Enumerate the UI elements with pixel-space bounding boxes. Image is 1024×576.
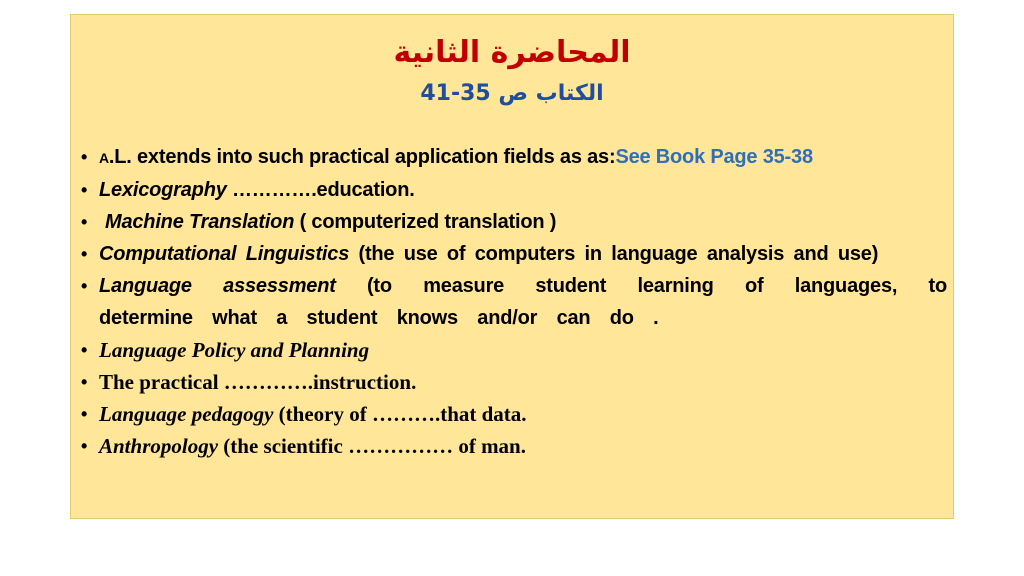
list-item bbox=[85, 238, 947, 270]
bullet-text: (the use of computers in language analysis and use) bbox=[349, 243, 879, 265]
book-reference bbox=[71, 81, 953, 106]
book-label: الكتاب ص bbox=[498, 81, 604, 106]
bullet-text: (theory of ……….that data. bbox=[273, 402, 527, 426]
list-item bbox=[85, 334, 947, 366]
list-item bbox=[85, 398, 947, 430]
bullet-text: ………….education. bbox=[226, 179, 415, 201]
bullet-text: (the scientific …………… of man. bbox=[218, 434, 526, 458]
bullet-term: Language Policy and Planning bbox=[99, 338, 370, 362]
bullet-term: Machine Translation bbox=[105, 211, 295, 233]
lecture-title: المحاضرة الثانية bbox=[393, 35, 631, 70]
list-item bbox=[85, 206, 947, 238]
bullet-term: Lexicography bbox=[99, 179, 227, 201]
bullet-text: ( computerized translation ) bbox=[294, 211, 557, 233]
bullet-text: (to measure student learning of languages, to determine what a student knows and/or can do . bbox=[99, 275, 947, 329]
list-item bbox=[85, 174, 947, 206]
list-item bbox=[85, 366, 947, 398]
list-item bbox=[85, 141, 947, 174]
bullet-term: Language assessment bbox=[99, 275, 336, 297]
bullet-text: The practical ………….instruction. bbox=[99, 370, 417, 394]
book-pages: 41-35 bbox=[420, 81, 491, 106]
bullet-term: Anthropology bbox=[99, 434, 219, 458]
bullet-term: Computational Linguistics bbox=[99, 243, 350, 265]
list-item bbox=[85, 270, 947, 334]
list-item bbox=[85, 430, 947, 462]
bullet-term: Language pedagogy bbox=[99, 402, 274, 426]
bullet-text: .L. extends into such practical application fields as as: bbox=[108, 146, 616, 168]
slide-content-box bbox=[70, 14, 954, 519]
see-book-link: See Book Page 35-38 bbox=[615, 146, 813, 168]
bullet-prefix: A bbox=[99, 150, 109, 166]
bullet-list bbox=[85, 141, 947, 462]
